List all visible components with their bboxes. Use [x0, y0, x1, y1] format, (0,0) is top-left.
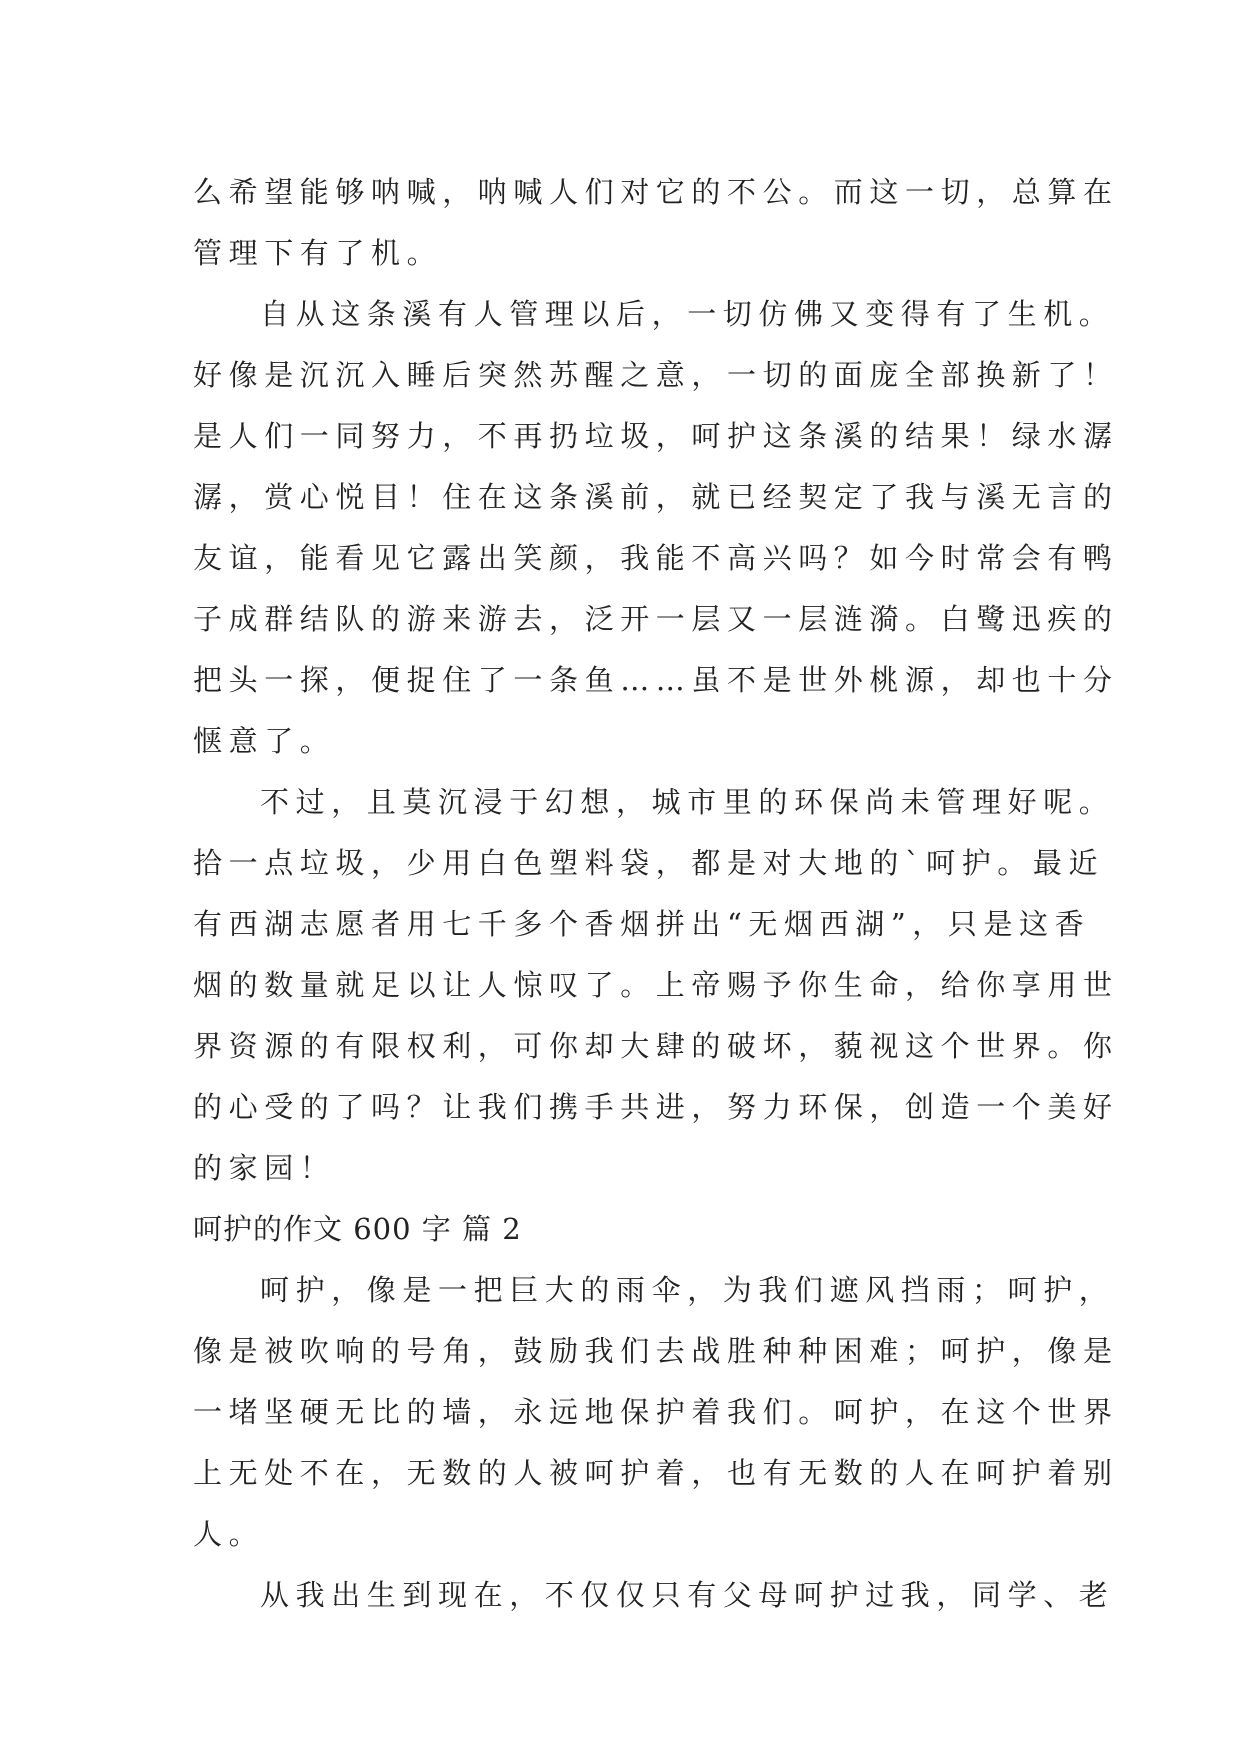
text-line: 从我出生到现在，不仅仅只有父母呵护过我，同学、老: [260, 1578, 1115, 1612]
paragraph: [193, 162, 1119, 284]
text-line: 把头一探，便捉住了一条鱼……虽不是世外桃源，却也十分: [193, 663, 1119, 697]
text-line: 是人们一同努力，不再扔垃圾，呵护这条溪的结果！绿水潺: [193, 419, 1119, 453]
paragraph: [193, 772, 1119, 1199]
heading-text: 呵护的作文 600 字 篇 2: [193, 1212, 522, 1246]
text-line: 管理下有了机。: [193, 236, 443, 270]
text-line: 呵护，像是一把巨大的雨伞，为我们遮风挡雨；呵护，: [260, 1273, 1115, 1307]
text-line: 有西湖志愿者用七千多个香烟拼出“无烟西湖”，只是这香: [193, 907, 1091, 941]
text-line: 的家园！: [193, 1151, 336, 1185]
text-line: 拾一点垃圾，少用白色塑料袋，都是对大地的`呵护。最近: [193, 846, 1105, 880]
text-line: 潺，赏心悦目！住在这条溪前，就已经契定了我与溪无言的: [193, 480, 1119, 514]
text-line: 好像是沉沉入睡后突然苏醒之意，一切的面庞全部换新了！: [193, 358, 1119, 392]
text-line: 惬意了。: [193, 724, 336, 758]
text-line: 友谊，能看见它露出笑颜，我能不高兴吗？如今时常会有鸭: [193, 541, 1119, 575]
text-line: 么希望能够呐喊，呐喊人们对它的不公。而这一切，总算在: [193, 175, 1119, 209]
text-line: 烟的数量就足以让人惊叹了。上帝赐予你生命，给你享用世: [193, 968, 1119, 1002]
text-line: 的心受的了吗？让我们携手共进，努力环保，创造一个美好: [193, 1090, 1119, 1124]
paragraph: [193, 1260, 1119, 1565]
text-line: 自从这条溪有人管理以后，一切仿佛又变得有了生机。: [260, 297, 1115, 331]
paragraph: [193, 284, 1119, 772]
text-line: 像是被吹响的号角，鼓励我们去战胜种种困难；呵护，像是: [193, 1334, 1119, 1368]
text-line: 一堵坚硬无比的墙，永远地保护着我们。呵护，在这个世界: [193, 1395, 1119, 1429]
paragraph: [193, 1565, 1115, 1626]
text-line: 不过，且莫沉浸于幻想，城市里的环保尚未管理好呢。: [260, 785, 1115, 819]
text-line: 人。: [193, 1517, 265, 1551]
text-line: 子成群结队的游来游去，泛开一层又一层涟漪。白鹭迅疾的: [193, 602, 1119, 636]
section-heading: [193, 1199, 1053, 1260]
document-body: [193, 162, 1119, 1626]
text-line: 上无处不在，无数的人被呵护着，也有无数的人在呵护着别: [193, 1456, 1119, 1490]
text-line: 界资源的有限权利，可你却大肆的破坏，藐视这个世界。你: [193, 1029, 1119, 1063]
